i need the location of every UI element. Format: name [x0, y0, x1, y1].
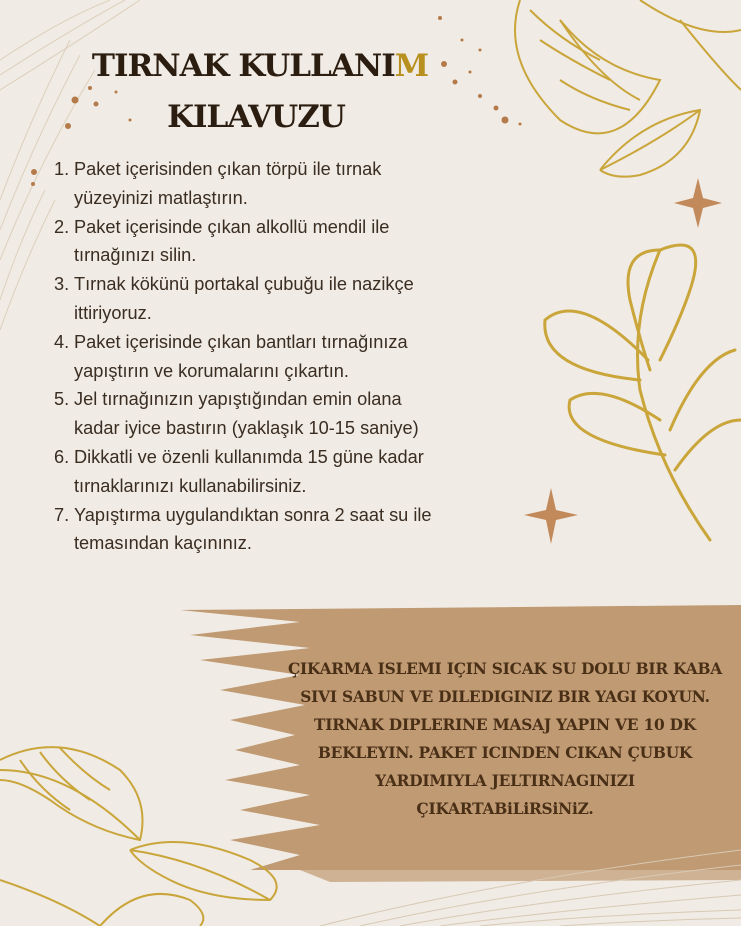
step-text: Yapıştırma uygulandıktan sonra 2 saat su ile temasından kaçınınız. [74, 504, 432, 554]
step-text: Paket içerisinden çıkan törpü ile tırnak yüzeyinizi matlaştırın. [74, 159, 382, 208]
step-number: 1. [54, 159, 70, 179]
list-item [54, 501, 444, 559]
note-line: YARDIMIYLA JELTIRNAGINIZI [375, 772, 635, 790]
page-title-line-2: KILAVUZU [167, 99, 345, 135]
step-number: 7. [54, 504, 70, 525]
title-text-highlight: M [394, 48, 429, 84]
step-number: 6. [54, 446, 70, 467]
list-item [54, 328, 444, 386]
note-line: SIVI SABUN VE DILEDIGINIZ BIR YAGI KOYUN. [300, 688, 710, 706]
note-line: ÇIKARMA ISLEMI IÇIN SICAK SU DOLU BIR KABA [287, 660, 723, 678]
step-number: 3. [54, 274, 70, 295]
gold-leaves-top-right [515, 0, 741, 177]
step-number: 2. [54, 216, 70, 237]
note-line: BEKLEYIN. PAKET ICINDEN CIKAN ÇUBUK [317, 744, 693, 762]
title-text: TIRNAK KULLANI [91, 48, 395, 84]
step-number: 4. [54, 331, 70, 352]
sparkle-icons [524, 178, 722, 544]
step-number: 5. [54, 389, 70, 410]
page-title-line-1 [0, 48, 520, 84]
step-text: Paket içerisinde çıkan alkollü mendil ile tırnağınızı silin. [74, 216, 390, 266]
list-item [54, 385, 444, 443]
step-text: Paket içerisinde çıkan bantları tırnağınıza yapıştırın ve korumalarını çıkartın. [74, 331, 408, 381]
list-item [54, 443, 444, 501]
instruction-list [54, 155, 444, 558]
list-item [54, 155, 444, 213]
removal-note [270, 655, 740, 823]
gold-leaves-bottom-left [0, 747, 277, 926]
step-text: Jel tırnağınızın yapıştığından emin olana kadar iyice bastırın (yaklaşık 10-15 saniye) [74, 389, 419, 439]
list-item [54, 270, 444, 328]
step-text: Tırnak kökünü portakal çubuğu ile nazikçe ittiriyoruz. [74, 274, 414, 323]
note-line: TIRNAK DIPLERINE MASAJ YAPIN VE 10 DK [314, 716, 696, 734]
note-line: ÇIKARTABiLiRSiNiZ. [416, 800, 594, 818]
step-text: Dikkatli ve özenli kullanımda 15 güne kadar tırnaklarınızı kullanabilirsiniz. [74, 446, 424, 496]
gold-branch-right [545, 245, 741, 540]
list-item [54, 213, 444, 271]
